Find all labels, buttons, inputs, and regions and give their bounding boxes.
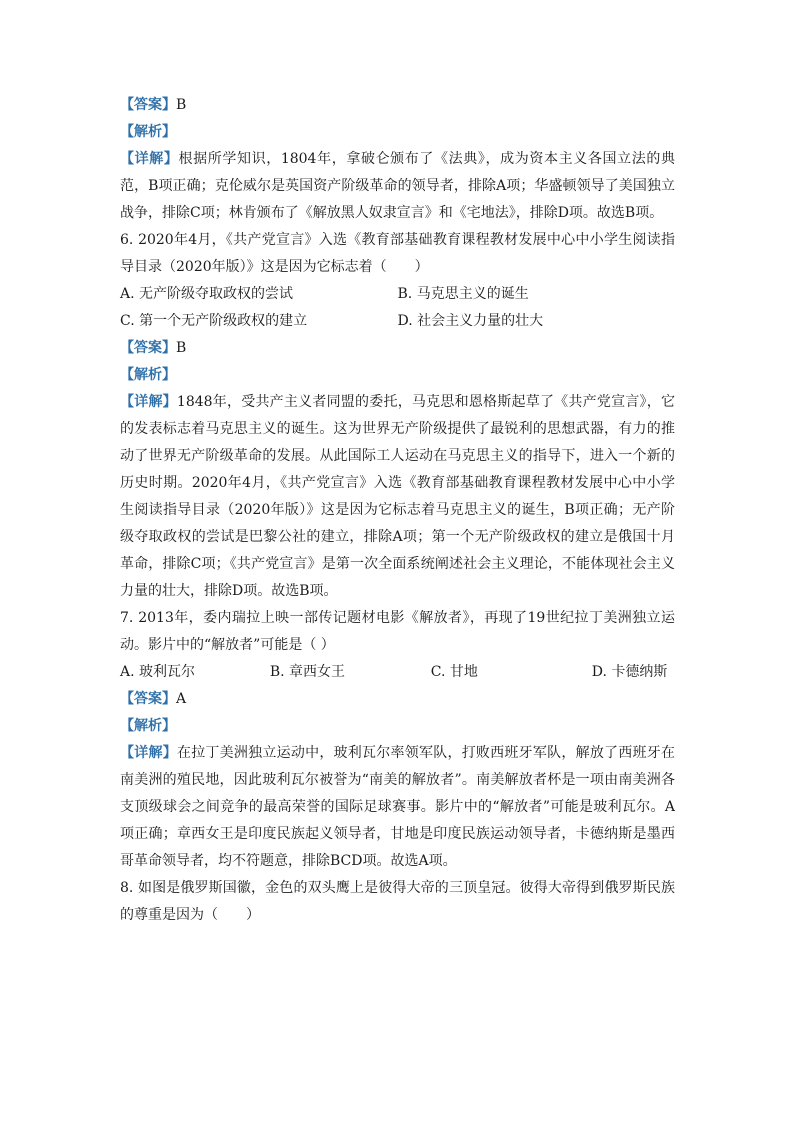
detail-tag: 【详解】 bbox=[120, 394, 177, 410]
answer-value: B bbox=[176, 340, 187, 356]
analysis-line bbox=[120, 119, 675, 146]
option-b: B. 马克思主义的诞生 bbox=[397, 286, 529, 302]
answer-value: B bbox=[176, 97, 187, 113]
answer-value: A bbox=[176, 691, 187, 707]
detail-paragraph bbox=[120, 146, 675, 227]
detail-tag: 【详解】 bbox=[120, 151, 179, 167]
options-grid bbox=[120, 659, 675, 686]
detail-paragraph bbox=[120, 740, 675, 875]
option-a: A. 玻利瓦尔 bbox=[120, 664, 196, 680]
answer-line bbox=[120, 335, 675, 362]
answer-tag: 【答案】 bbox=[120, 340, 176, 356]
answer-tag: 【答案】 bbox=[120, 691, 176, 707]
answer-line bbox=[120, 686, 675, 713]
answer-tag: 【答案】 bbox=[120, 97, 176, 113]
option-c: C. 甘地 bbox=[430, 664, 478, 680]
analysis-tag: 【解析】 bbox=[120, 124, 176, 140]
question-stem: 8. 如图是俄罗斯国徽，金色的双头鹰上是彼得大帝的三顶皇冠。彼得大帝得到俄罗斯民族的尊重是因为（ ） bbox=[120, 880, 675, 923]
option-d: D. 卡德纳斯 bbox=[591, 664, 668, 680]
analysis-tag: 【解析】 bbox=[120, 367, 176, 383]
detail-text: 根据所学知识，1804年，拿破仑颁布了《法典》，成为资本主义各国立法的典范，B项正确；克伦威尔是英国资产阶级革命的领导者，排除A项；华盛顿领导了美国独立战争，排除C项；林肯颁布了《解放黑人奴隶宣言》和《宅地法》，排除D项。故选B项。 bbox=[120, 151, 675, 221]
option-c: C. 第一个无产阶级政权的建立 bbox=[120, 313, 308, 329]
analysis-line bbox=[120, 362, 675, 389]
document-page bbox=[120, 92, 675, 929]
analysis-tag: 【解析】 bbox=[120, 718, 176, 734]
option-b: B. 章西女王 bbox=[269, 664, 346, 680]
analysis-line bbox=[120, 713, 675, 740]
detail-paragraph bbox=[120, 389, 675, 605]
options-grid bbox=[120, 281, 675, 335]
question-stem: 6. 2020年4月，《共产党宣言》入选《教育部基础教育课程教材发展中心中小学生阅读指导目录（2020年版）》这是因为它标志着（ ） bbox=[120, 232, 675, 275]
detail-tag: 【详解】 bbox=[120, 745, 177, 761]
option-d: D. 社会主义力量的壮大 bbox=[397, 313, 544, 329]
detail-text: 在拉丁美洲独立运动中，玻利瓦尔率领军队，打败西班牙军队，解放了西班牙在南美洲的殖民地，因此玻利瓦尔被誉为“南美的解放者”。南美解放者杯是一项由南美洲各支顶级球会之间竞争的最高荣誉的国际足球赛事。影片中的“解放者”可能是玻利瓦尔。A项正确；章西女王是印度民族起义领导者，甘地是印度民族运动领导者，卡德纳斯是墨西哥革命领导者，均不符题意，排除BCD项。故选A项。 bbox=[120, 745, 676, 869]
option-a: A. 无产阶级夺取政权的尝试 bbox=[120, 286, 294, 302]
question-stem: 7. 2013年，委内瑞拉上映一部传记题材电影《解放者》，再现了19世纪拉丁美洲独立运动。影片中的“解放者”可能是（ ） bbox=[120, 610, 675, 653]
answer-line bbox=[120, 92, 675, 119]
detail-text: 1848年，受共产主义者同盟的委托，马克思和恩格斯起草了《共产党宣言》，它的发表标志着马克思主义的诞生。这为世界无产阶级提供了最锐利的思想武器，有力的推动了世界无产阶级革命的发展。从此国际工人运动在马克思主义的指导下，进入一个新的历史时期。2020年4月，《共产党宣言》入选《教育部基础教育课程教材发展中心中小学生阅读指导目录（2020年版）》这是因为它标志着马克思主义的诞生，B项正确；无产阶级夺取政权的尝试是巴黎公社的建立，排除A项；第一个无产阶级政权的建立是俄国十月革命，排除C项；《共产党宣言》是第一次全面系统阐述社会主义理论，不能体现社会主义力量的壮大，排除D项。故选B项。 bbox=[120, 394, 675, 599]
